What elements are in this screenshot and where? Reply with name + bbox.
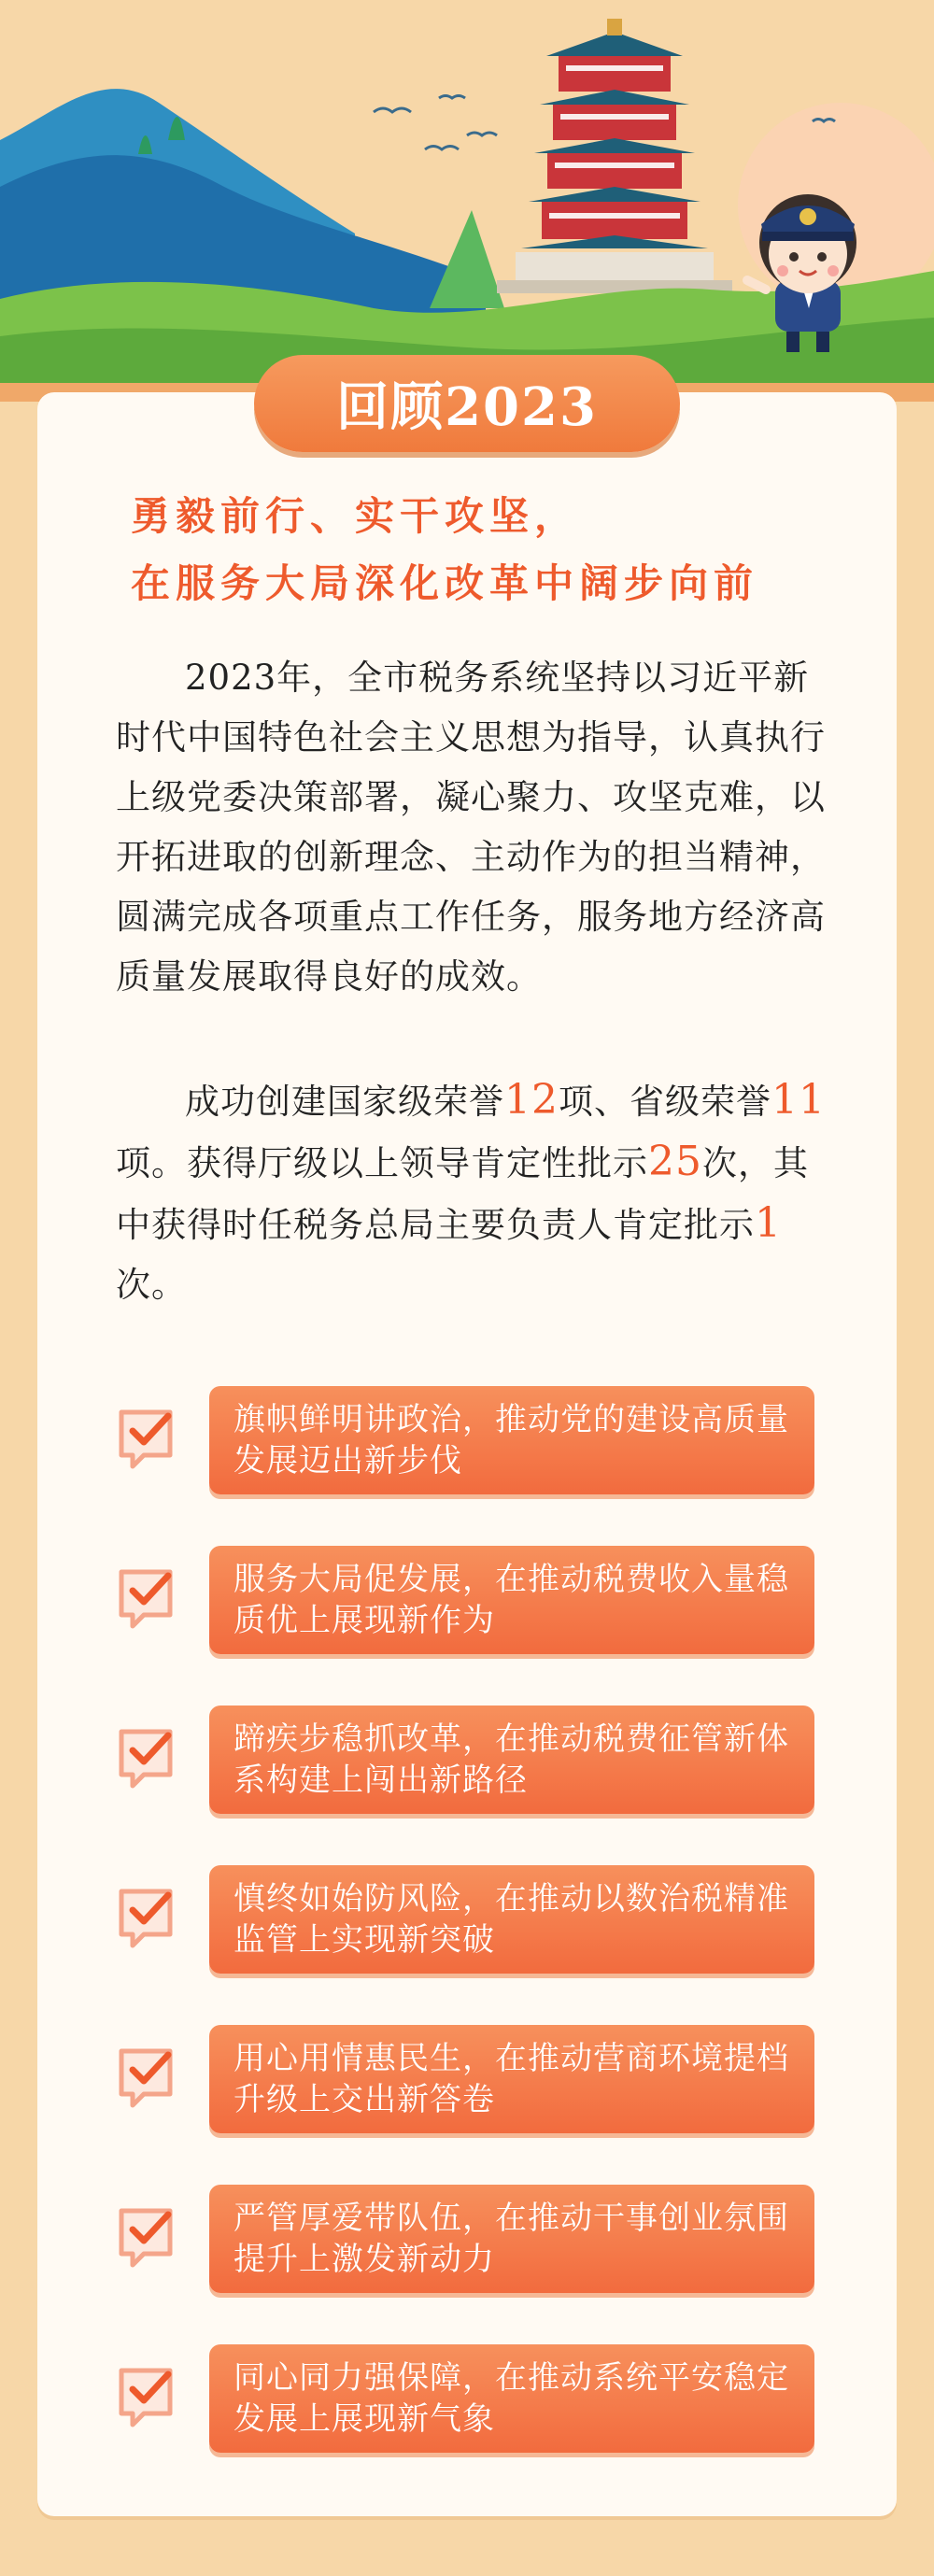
item-text: 服务大局促发展，在推动税费收入量稳质优上展现新作为	[209, 1546, 814, 1654]
item-text: 同心同力强保障，在推动系统平安稳定发展上展现新气象	[209, 2344, 814, 2453]
honors-text-5: 次。	[116, 1265, 187, 1305]
item-text: 用心用情惠民生，在推动营商环境提档升级上交出新答卷	[209, 2025, 814, 2133]
list-item	[116, 2185, 814, 2293]
intro-paragraph: 2023年，全市税务系统坚持以习近平新时代中国特色社会主义思想为指导，认真执行上级党委决策部署，凝心聚力、攻坚克难，以开拓进取的创新理念、主动作为的担当精神，圆满完成各项重点工作任务，服务地方经济高质量发展取得良好的成效。	[116, 658, 826, 997]
honors-text-1: 成功创建国家级荣誉	[185, 1082, 504, 1122]
honors-number-provincial: 11	[771, 1076, 826, 1124]
list-item	[116, 1386, 814, 1494]
headline-line-1: 勇毅前行、实干攻坚，	[131, 493, 580, 539]
item-text: 旗帜鲜明讲政治，推动党的建设高质量发展迈出新步伐	[209, 1386, 814, 1494]
list-item	[116, 2025, 814, 2133]
check-icon	[116, 2045, 177, 2111]
page-title: 回顾2023	[254, 355, 680, 452]
honors-number-national: 12	[504, 1076, 559, 1124]
hero-illustration	[0, 0, 934, 411]
honors-text-3: 项。获得厅级以上领导肯定性批示	[116, 1143, 648, 1183]
check-icon	[116, 1407, 177, 1472]
check-icon	[116, 1566, 177, 1632]
check-icon	[116, 1726, 177, 1791]
check-icon	[116, 2205, 177, 2271]
honors-text-4: 次，其中获得时任税务总局主要负责人肯定批示	[116, 1143, 809, 1245]
honors-paragraph	[116, 1070, 826, 1315]
honors-text-2: 项、省级荣誉	[559, 1082, 771, 1122]
honors-number-instructions: 25	[648, 1138, 702, 1185]
list-item	[116, 1706, 814, 1814]
check-icon	[116, 1886, 177, 1951]
item-text: 严管厚爱带队伍，在推动干事创业氛围提升上激发新动力	[209, 2185, 814, 2293]
check-icon	[116, 2365, 177, 2430]
list-item	[116, 1865, 814, 1974]
honors-number-top-instruction: 1	[755, 1199, 782, 1247]
headline-line-2: 在服务大局深化改革中阔步向前	[131, 560, 759, 606]
item-text: 慎终如始防风险，在推动以数治税精准监管上实现新突破	[209, 1865, 814, 1974]
list-item	[116, 2344, 814, 2453]
list-item	[116, 1546, 814, 1654]
item-text: 蹄疾步稳抓改革，在推动税费征管新体系构建上闯出新路径	[209, 1706, 814, 1814]
